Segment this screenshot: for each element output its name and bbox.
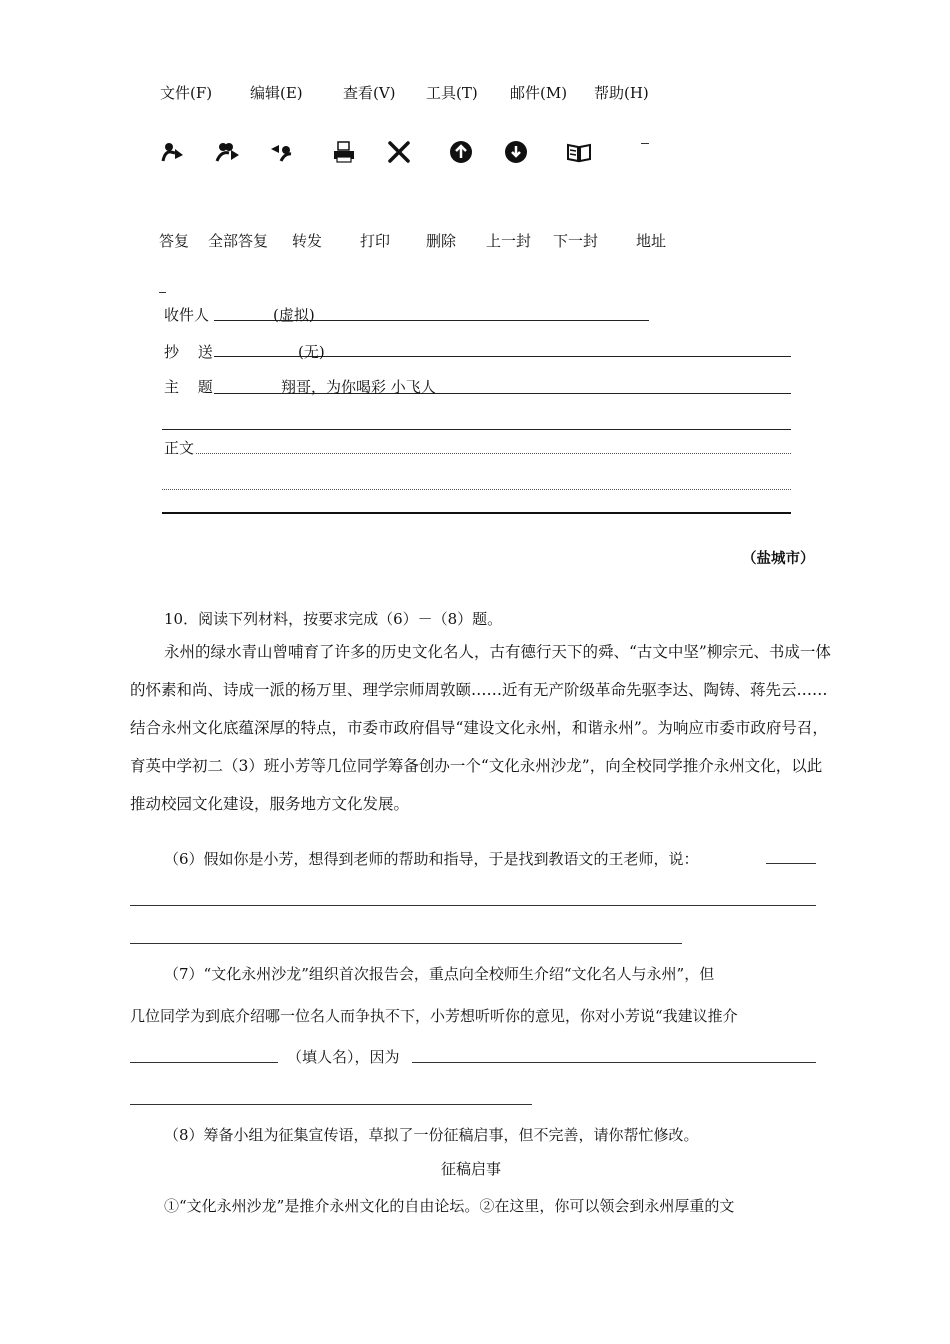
address-book-icon[interactable] <box>565 138 593 166</box>
previous-icon[interactable] <box>447 138 475 166</box>
subject-label: 主 题 <box>164 378 213 396</box>
q7-line-1: （7）“文化永州沙龙”组织首次报告会，重点向全校师生介绍“文化名人与永州”，但 <box>164 965 715 983</box>
q6-prompt: （6）假如你是小芳，想得到老师的帮助和指导，于是找到教语文的王老师，说： <box>164 850 699 868</box>
q6-blank-end[interactable] <box>766 863 816 864</box>
to-label: 收件人 <box>164 306 210 324</box>
subject-value[interactable]: 翔哥，为你喝彩 小飞人 <box>281 378 436 396</box>
to-value[interactable]: (虚拟) <box>273 306 315 324</box>
forward-icon[interactable] <box>268 138 296 166</box>
print-icon[interactable] <box>330 138 358 166</box>
label-previous: 上一封 <box>486 232 532 250</box>
reply-all-icon[interactable] <box>214 138 242 166</box>
body-line-2[interactable] <box>162 489 791 490</box>
menu-help[interactable]: 帮助(H) <box>594 84 649 102</box>
menu-tools[interactable]: 工具(T) <box>426 84 478 102</box>
q6-blank-line-1[interactable] <box>130 905 816 906</box>
material-paragraph: 永州的绿水青山曾哺育了许多的历史文化名人，古有德行天下的舜、“古文中坚”柳宗元、书成一体的怀素和尚、诗成一派的杨万里、理学宗师周敦颐……近有无产阶级革命先驱李达、陶铸、蒋先云……结合永州文化底蕴深厚的特点，市委市政府倡导“建设文化永州，和谐永州”。为响应市委市政府号召，育英中学初二（3）班小芳等几位同学筹备创办一个“文化永州沙龙”，向全校同学推介永州文化，以此推动校园文化建设，服务地方文化发展。 <box>130 643 831 813</box>
q7-fill-text: （填人名），因为 <box>287 1048 400 1066</box>
q7-name-blank[interactable] <box>130 1062 278 1063</box>
reply-icon[interactable] <box>160 138 188 166</box>
toolbar-dash <box>641 143 649 144</box>
q8-prompt: （8）筹备小组为征集宣传语，草拟了一份征稿启事，但不完善，请你帮忙修改。 <box>164 1126 699 1144</box>
label-forward: 转发 <box>292 232 323 250</box>
delete-icon[interactable] <box>385 138 413 166</box>
source-city: （盐城市） <box>742 551 815 567</box>
notice-title: 征稿启事 <box>441 1160 502 1178</box>
label-reply: 答复 <box>159 232 190 250</box>
menu-edit[interactable]: 编辑(E) <box>250 84 303 102</box>
label-print: 打印 <box>360 232 391 250</box>
menu-view[interactable]: 查看(V) <box>343 84 396 102</box>
toolbar <box>160 138 660 168</box>
menu-file[interactable]: 文件(F) <box>160 84 213 102</box>
q7-reason-blank[interactable] <box>412 1062 816 1063</box>
body-bottom-rule <box>162 512 791 514</box>
question-intro: 10．阅读下列材料，按要求完成（6）－（8）题。 <box>164 610 503 628</box>
body-label: 正文 <box>164 439 195 457</box>
menu-mail[interactable]: 邮件(M) <box>510 84 568 102</box>
label-delete: 删除 <box>426 232 457 250</box>
cc-value[interactable]: (无) <box>298 343 325 361</box>
notice-line-1: ①“文化永州沙龙”是推介永州文化的自由论坛。②在这里，你可以领会到永州厚重的文 <box>164 1197 735 1215</box>
cc-label: 抄 送 <box>164 343 213 361</box>
q6-blank-line-2[interactable] <box>130 943 682 944</box>
label-address: 地址 <box>636 232 667 250</box>
q7-line-2: 几位同学为到底介绍哪一位名人而争执不下，小芳想听听你的意见，你对小芳说“我建议推介 <box>130 1007 738 1025</box>
divider-dash <box>159 292 166 293</box>
label-next: 下一封 <box>553 232 599 250</box>
q7-reason-blank-2[interactable] <box>130 1104 532 1105</box>
next-icon[interactable] <box>502 138 530 166</box>
body-line-1[interactable] <box>196 453 791 454</box>
separator-line <box>162 429 791 430</box>
label-reply-all: 全部答复 <box>208 232 269 250</box>
